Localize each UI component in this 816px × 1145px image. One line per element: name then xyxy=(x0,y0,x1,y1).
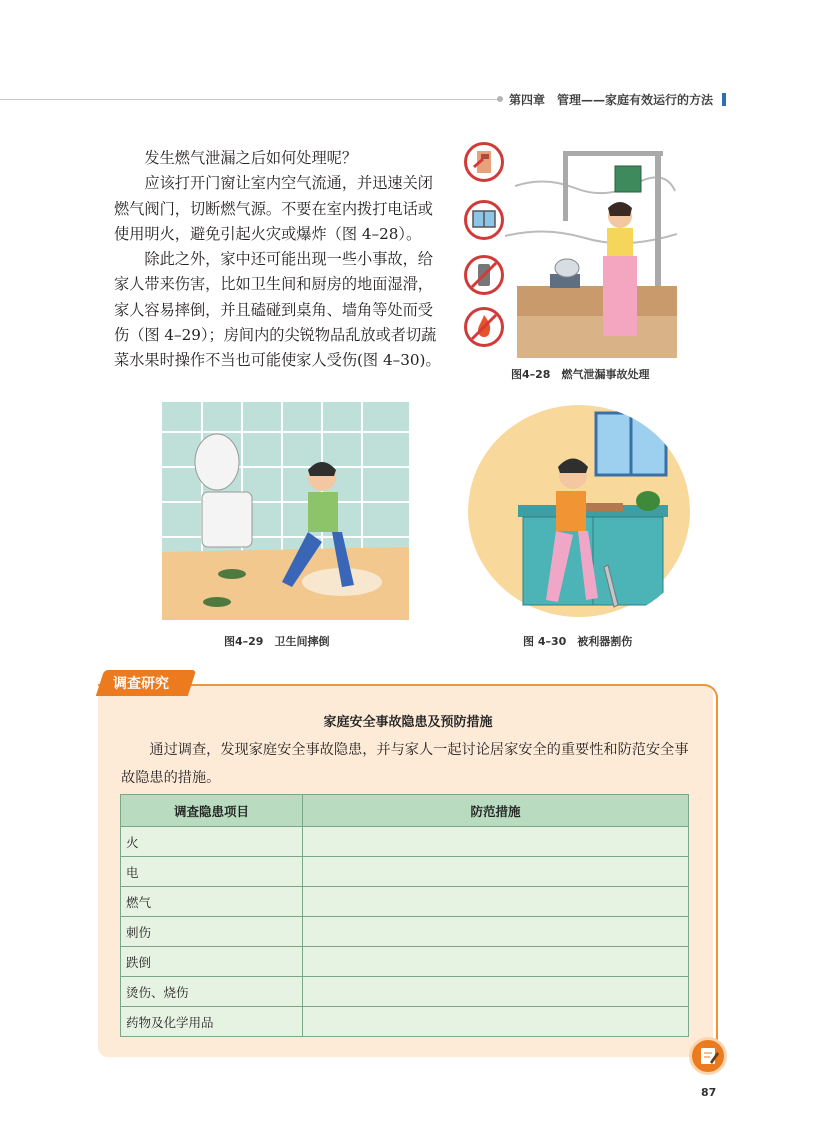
paragraph-3: 除此之外，家中还可能出现一些小事故，给家人带来伤害，比如卫生间和厨房的地面湿滑，家人容易摔倒，并且磕碰到桌角、墙角等处而受伤（图 4–29）；房间内的尖锐物品乱放或者切蔬菜水果时操作不当也可能使家人受伤(图 4–30)。 xyxy=(114,250,441,370)
prevention-cell[interactable] xyxy=(303,827,689,857)
table-row xyxy=(121,977,689,1007)
window-icon xyxy=(464,200,504,240)
paragraph-1: 发生燃气泄漏之后如何处理呢？ xyxy=(144,149,358,167)
table-row xyxy=(121,857,689,887)
hazard-cell: 跌倒 xyxy=(121,947,303,977)
header-rule xyxy=(0,99,500,100)
hazard-cell: 刺伤 xyxy=(121,917,303,947)
research-intro-text: 通过调查，发现家庭安全事故隐患，并与家人一起讨论居家安全的重要性和防范安全事故隐患的措施。 xyxy=(121,742,689,786)
paragraph-2: 应该打开门窗让室内空气流通，并迅速关闭燃气阀门，切断燃气源。不要在室内拨打电话或使用明火，避免引起火灾或爆炸（图 4–28）。 xyxy=(114,174,433,243)
page-number: 87 xyxy=(701,1086,717,1099)
hazard-cell: 药物及化学用品 xyxy=(121,1007,303,1037)
no-phone-icon xyxy=(464,255,504,295)
hazard-cell: 电 xyxy=(121,857,303,887)
hazard-cell: 烫伤、烧伤 xyxy=(121,977,303,1007)
research-title: 家庭安全事故隐患及预防措施 xyxy=(323,715,493,730)
prevention-cell[interactable] xyxy=(303,1007,689,1037)
header-hazard-item: 调查隐患项目 xyxy=(121,795,303,827)
figure-4-29-caption: 图4–29 卫生间摔倒 xyxy=(224,635,330,648)
figure-4-28-caption: 图4–28 燃气泄漏事故处理 xyxy=(511,368,650,381)
open-window-icon xyxy=(464,142,504,182)
no-fire-icon xyxy=(464,307,504,347)
research-tab-label: 调查研究 xyxy=(113,676,169,692)
pencil-icon xyxy=(689,1037,727,1075)
prevention-cell[interactable] xyxy=(303,887,689,917)
header-prevention: 防范措施 xyxy=(303,795,689,827)
figure-4-30-caption: 图 4–30 被利器割伤 xyxy=(523,635,633,648)
knife-cut-illustration xyxy=(468,405,690,617)
table-header-row xyxy=(121,795,689,827)
prevention-cell[interactable] xyxy=(303,857,689,887)
bathroom-fall-illustration xyxy=(162,402,409,620)
body-text xyxy=(114,146,448,374)
hazard-cell: 燃气 xyxy=(121,887,303,917)
table-row xyxy=(121,947,689,977)
prevention-cell[interactable] xyxy=(303,977,689,1007)
prevention-cell[interactable] xyxy=(303,947,689,977)
table-row xyxy=(121,827,689,857)
prevention-cell[interactable] xyxy=(303,917,689,947)
header-dot xyxy=(497,96,503,102)
gas-leak-illustration xyxy=(505,146,677,358)
table-row xyxy=(121,1007,689,1037)
table-row xyxy=(121,917,689,947)
header-bar xyxy=(722,93,726,106)
hazard-cell: 火 xyxy=(121,827,303,857)
table-row xyxy=(121,887,689,917)
hazard-table xyxy=(120,794,689,1037)
research-intro xyxy=(121,736,701,792)
chapter-title: 第四章 管理——家庭有效运行的方法 xyxy=(509,93,714,107)
